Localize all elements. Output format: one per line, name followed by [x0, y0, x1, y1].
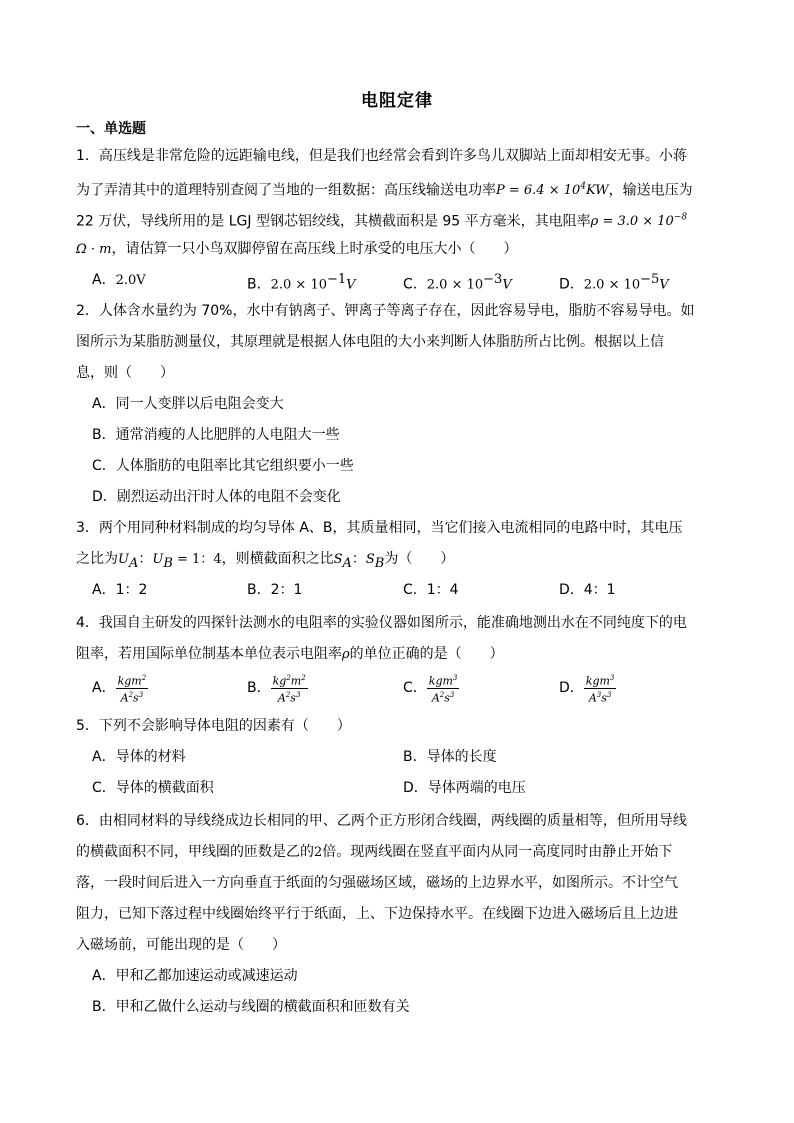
q5-option-c[interactable]: C．导体的横截面积	[92, 780, 214, 796]
q4-option-c[interactable]	[403, 672, 459, 704]
q4-option-b[interactable]	[247, 672, 308, 704]
q1-option-c-label: C．	[403, 276, 427, 293]
q4-b-denominator: A	[277, 691, 286, 705]
q4-option-b-label: B．	[247, 680, 271, 697]
q5-option-d[interactable]: D．导体两端的电压	[403, 780, 526, 796]
q3-voltage-ratio: = 1：4	[172, 552, 222, 567]
q6-option-a[interactable]: A．甲和乙都加速运动或减速运动	[92, 968, 298, 984]
q6-option-b[interactable]: B．甲和乙做什么运动与线圈的横截面积和匝数有关	[92, 999, 410, 1015]
q1-line-3	[76, 209, 687, 231]
q3-sa-subscript: A	[342, 555, 352, 571]
q3-option-c[interactable]: C．1：4	[403, 582, 459, 598]
q3-ratio-colon-2: ：	[351, 551, 366, 567]
q3-ub-subscript: B	[163, 555, 173, 571]
q4-option-c-label: C．	[403, 680, 427, 697]
q4-line-1: 4．我国自主研发的四探针法测水的电阻率的实验仪器如图所示，能准确地测出水在不同纯度下的电	[76, 615, 687, 631]
q3-line-1: 3．两个用同种材料制成的均匀导体 A、B，其质量相同，当它们接入电流相同的电路中时，其电压	[76, 520, 683, 536]
q3-option-a[interactable]: A．1：2	[92, 582, 148, 598]
q4-line-2-text: 阻率，若用国际单位制基本单位表示电阻率	[76, 646, 342, 662]
q1-line-4-text: ，请估算一只小鸟双脚停留在高压线上时承受的电压大小（ ）	[111, 241, 518, 257]
q3-ratio-colon-1: ：	[138, 551, 153, 567]
q3-ub-symbol: U	[152, 552, 164, 567]
q4-option-a-label: A．	[92, 680, 116, 697]
q4-c-denominator-exp-2: 3	[449, 690, 455, 699]
q1-resistivity-exp: −8	[673, 213, 688, 223]
section-heading: 一、单选题	[76, 121, 146, 137]
q2-option-b[interactable]: B．通常消瘦的人比肥胖的人电阻大一些	[92, 427, 340, 443]
q1-option-b-exp: −1	[326, 272, 347, 287]
q1-option-d-exp: −5	[640, 272, 660, 287]
q4-c-numerator: kgm	[428, 674, 453, 688]
q3-line-2-text: 之比为	[76, 551, 118, 567]
q4-d-denominator: A	[588, 691, 597, 705]
q2-option-d[interactable]: D．剧烈运动出汗时人体的电阻不会变化	[92, 489, 341, 505]
q4-option-a[interactable]	[92, 672, 148, 704]
q4-a-numerator: kgm	[117, 674, 142, 688]
q3-line-2	[76, 550, 454, 573]
q2-line-1: 2．人体含水量约为 70%，水中有钠离子、钾离子等离子存在，因此容易导电，脂肪不容易导电。如	[76, 303, 695, 319]
q4-a-denominator-s: s	[133, 691, 139, 705]
q4-option-b-fraction	[271, 672, 308, 704]
q4-c-denominator: A	[431, 691, 440, 705]
q1-line-1: 1．高压线是非常危险的远距输电线，但是我们也经常会看到许多鸟儿双脚站上面却相安无事。小蒋	[76, 148, 687, 164]
q4-option-d-fraction	[584, 672, 617, 704]
q6-line-2-text: 的横截面积不同，甲线圈的匝数是乙的	[76, 844, 314, 860]
q1-option-d-base: 2.0 × 10	[583, 277, 641, 293]
q4-option-d-label: D．	[559, 680, 584, 697]
q4-a-denominator: A	[120, 691, 129, 705]
q1-option-c-unit: V	[502, 277, 512, 293]
q5-option-b[interactable]: B．导体的长度	[403, 749, 497, 765]
q1-option-d-label: D．	[559, 276, 584, 293]
q4-line-2	[76, 645, 504, 664]
q1-line-3-text: 22 万伏，导线所用的是 LGJ 型钢芯铝绞线，其横截面积是 95 平方毫米，其电阻率	[76, 213, 591, 230]
q4-b-denominator-s: s	[290, 691, 296, 705]
q2-line-3: 息，则（ ）	[76, 365, 174, 381]
q4-d-denominator-exp-2: 3	[606, 690, 612, 699]
q5-line-1: 5．下列不会影响导体电阻的因素有（ ）	[76, 718, 351, 734]
q6-line-5: 入磁场前，可能出现的是（ ）	[76, 937, 286, 953]
q6-turns-ratio: 2	[314, 845, 323, 860]
q4-a-numerator-exp: 2	[141, 674, 147, 682]
q4-b-denominator-exp-1: 2	[285, 690, 291, 699]
q4-b-numerator-exp-1: 2	[286, 674, 291, 682]
page-title: 电阻定律	[361, 91, 433, 111]
q4-b-numerator-exp-2: 2	[301, 674, 306, 682]
q1-option-b[interactable]	[247, 271, 356, 295]
q1-option-d-unit: V	[659, 277, 669, 293]
q3-ua-symbol: U	[118, 552, 129, 567]
q1-power-unit: KW	[586, 183, 609, 199]
q6-line-3: 落，一段时间后进入一方向垂直于纸面的匀强磁场区域，磁场的上边界水平，如图所示。不计空气	[76, 875, 678, 891]
q1-line-4	[76, 240, 518, 259]
q4-option-d[interactable]	[559, 672, 616, 704]
q4-option-c-fraction	[427, 672, 460, 704]
q1-line-2	[76, 178, 693, 200]
q1-option-c-base: 2.0 × 10	[426, 277, 484, 293]
q4-c-denominator-s: s	[444, 691, 450, 705]
q5-option-a[interactable]: A．导体的材料	[92, 749, 186, 765]
q1-option-c[interactable]	[403, 271, 512, 295]
q2-option-c[interactable]: C．人体脂肪的电阻率比其它组织要小一些	[92, 458, 354, 474]
q1-resistivity-formula	[591, 214, 687, 229]
q1-option-c-exp: −3	[483, 272, 503, 287]
q1-line-2-tail: ，输送电压为	[608, 182, 693, 199]
q6-line-2	[76, 843, 672, 862]
q3-sb-symbol: S	[365, 552, 375, 567]
q4-d-numerator-exp: 3	[609, 674, 615, 682]
q3-option-b[interactable]: B．2：1	[247, 582, 303, 598]
q3-sa-symbol: S	[333, 552, 343, 567]
q3-ua-subscript: A	[128, 555, 139, 571]
q1-option-a-label: A．	[92, 272, 116, 288]
q1-option-b-label: B．	[247, 276, 271, 293]
q4-b-numerator-kg: kg	[272, 674, 287, 688]
q3-line-2-tail: 为（ ）	[384, 551, 455, 567]
q3-option-d[interactable]: D．4：1	[559, 582, 616, 598]
q6-line-1: 6．由相同材料的导线绕成边长相同的甲、乙两个正方形闭合线圈，两线圈的质量相等，但所用导线	[76, 813, 687, 829]
q4-a-denominator-exp-1: 2	[128, 690, 134, 699]
q6-line-4: 阻力，已知下落过程中线圈始终平行于纸面，上、下边保持水平。在线圈下边进入磁场后且上边进	[76, 906, 678, 922]
q1-resistivity-base: ρ = 3.0 × 10	[590, 214, 674, 230]
q1-option-a-value: 2.0V	[115, 273, 146, 288]
q2-option-a[interactable]: A．同一人变胖以后电阻会变大	[92, 396, 284, 412]
q1-option-b-unit: V	[346, 277, 356, 293]
q1-option-a[interactable]	[92, 271, 146, 290]
q6-line-2-tail: 倍。现两线圈在竖直平面内从同一高度同时由静止开始下	[322, 844, 673, 860]
q4-b-numerator-m: m	[290, 674, 302, 688]
q1-power-base: P = 6.4 × 10	[496, 183, 581, 199]
q4-d-denominator-exp-1: 3	[596, 690, 602, 699]
q1-option-b-base: 2.0 × 10	[270, 277, 327, 293]
q4-d-numerator: kgm	[585, 674, 610, 688]
q4-a-denominator-exp-2: 3	[138, 690, 144, 699]
q1-power-formula	[496, 183, 609, 198]
q3-sb-subscript: B	[374, 555, 385, 571]
q4-line-2-tail: 的单位正确的是（ ）	[349, 646, 504, 662]
q1-ohm-meter: Ω · m	[76, 242, 112, 257]
q4-c-numerator-exp: 3	[452, 674, 458, 682]
q4-c-denominator-exp-1: 2	[439, 690, 445, 699]
q1-line-2-text: 为了弄清其中的道理特别查阅了当地的一组数据：高压线输送电功率	[76, 182, 496, 199]
q1-power-exp: 4	[580, 182, 587, 192]
q2-line-2: 图所示为某脂肪测量仪，其原理就是根据人体电阻的大小来判断人体脂肪所占比例。根据以上信	[76, 334, 664, 350]
q4-rho-symbol: ρ	[342, 647, 350, 662]
q3-line-2-mid: ，则横截面积之比	[221, 551, 334, 567]
q1-option-d[interactable]	[559, 271, 669, 295]
q4-d-denominator-s: s	[601, 691, 607, 705]
q4-option-a-fraction	[116, 672, 149, 704]
q4-b-denominator-exp-2: 3	[295, 690, 301, 699]
